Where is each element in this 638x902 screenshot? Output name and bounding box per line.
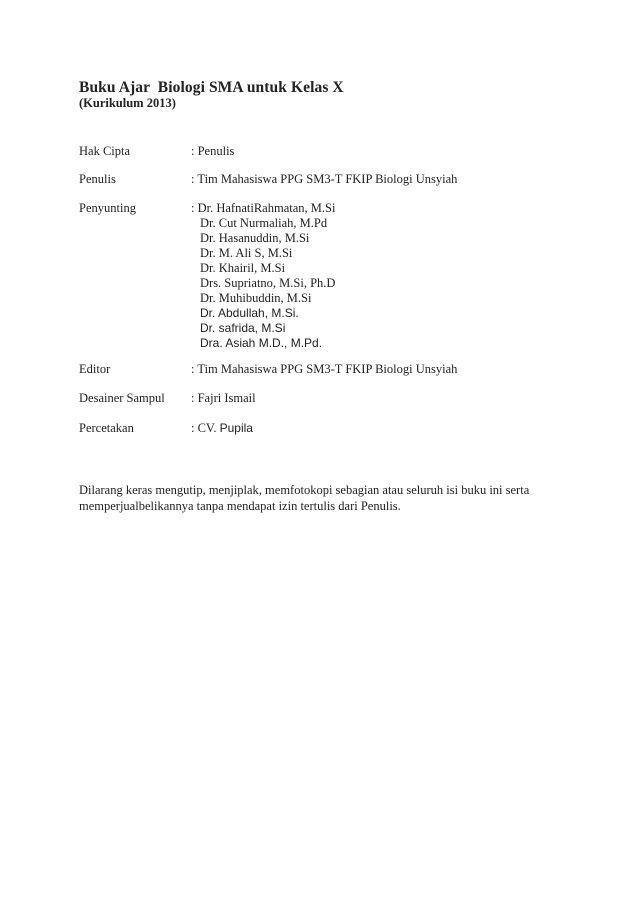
editor-name: Dr. Cut Nurmaliah, M.Pd bbox=[200, 216, 328, 230]
editor-name-list bbox=[200, 216, 335, 351]
editor-name: Dr. Khairil, M.Si bbox=[200, 261, 286, 275]
printer-name: Pupila bbox=[219, 421, 253, 435]
credit-value: : Fajri Ismail bbox=[191, 391, 256, 405]
editor-name: Dr. M. Ali S, M.Si bbox=[200, 246, 293, 260]
editor-name: Dra. Asiah M.D., M.Pd. bbox=[200, 336, 323, 350]
editor-name: Dr. safrida, M.Si bbox=[200, 321, 286, 335]
credit-value-prefix: : CV. bbox=[191, 421, 220, 435]
credit-label: Penyunting bbox=[79, 201, 136, 215]
copyright-notice: Dilarang keras mengutip, menjiplak, memfotokopi sebagian atau seluruh isi buku ini serta memperjualbelikannya tanpa mendapat izin tertulis dari Penulis. bbox=[79, 483, 530, 513]
editor-name: Dr. Abdullah, M.Si. bbox=[200, 306, 299, 320]
book-title: Buku Ajar Biologi SMA untuk Kelas X bbox=[79, 79, 344, 96]
editor-name: Drs. Supriatno, M.Si, Ph.D bbox=[200, 276, 336, 290]
book-subtitle: (Kurikulum 2013) bbox=[79, 96, 176, 110]
credit-label: Penulis bbox=[79, 172, 116, 186]
credit-label: Percetakan bbox=[79, 421, 134, 435]
credit-value bbox=[191, 421, 253, 436]
credit-value: : Dr. HafnatiRahmatan, M.Si bbox=[191, 201, 336, 215]
credit-label: Hak Cipta bbox=[79, 144, 131, 158]
editor-name: Dr. Muhibuddin, M.Si bbox=[200, 291, 312, 305]
credit-value: : Tim Mahasiswa PPG SM3-T FKIP Biologi Unsyiah bbox=[191, 172, 458, 186]
credit-value: : Penulis bbox=[191, 144, 235, 158]
editor-name: Dr. Hasanuddin, M.Si bbox=[200, 231, 310, 245]
credit-label: Editor bbox=[79, 362, 111, 376]
credit-value: : Tim Mahasiswa PPG SM3-T FKIP Biologi Unsyiah bbox=[191, 362, 458, 376]
credit-label: Desainer Sampul bbox=[79, 391, 165, 405]
